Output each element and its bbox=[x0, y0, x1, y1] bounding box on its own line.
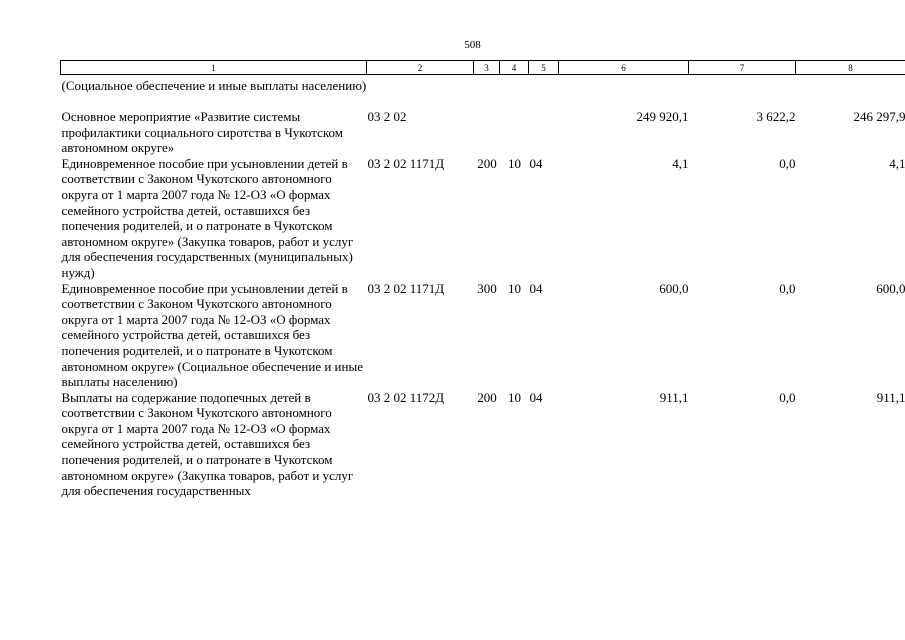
header-row bbox=[61, 61, 905, 75]
row-value-6: 911,1 bbox=[659, 389, 689, 405]
row-col-5: 04 bbox=[529, 389, 543, 405]
row-value-7 bbox=[689, 75, 796, 110]
row-value-8: 911,1 bbox=[876, 389, 905, 405]
row-value-8: 600,0 bbox=[876, 280, 905, 296]
row-value-7: 0,0 bbox=[779, 389, 796, 405]
row-col-3: 300 bbox=[477, 280, 497, 296]
row-code: 03 2 02 1172Д bbox=[367, 389, 445, 405]
column-header-2: 2 bbox=[367, 61, 474, 75]
row-name: (Социальное обеспечение и иные выплаты населению) bbox=[61, 78, 367, 93]
row-code: 03 2 02 1171Д bbox=[367, 155, 445, 171]
row-col-4: 10 bbox=[508, 389, 521, 405]
row-value-6: 249 920,1 bbox=[636, 109, 689, 124]
row-code: 03 2 02 1171Д bbox=[367, 280, 445, 296]
budget-table bbox=[60, 60, 905, 499]
row-code: 03 2 02 bbox=[367, 109, 407, 124]
row-col-4: 10 bbox=[508, 280, 521, 296]
row-value-7: 0,0 bbox=[779, 155, 796, 171]
column-header-6: 6 bbox=[559, 61, 689, 75]
row-col-3: 200 bbox=[477, 389, 497, 405]
row-name: Выплаты на содержание подопечных детей в соответствии с Законом Чукотского автономного округа от 1 марта 2007 года № 12-ОЗ «О формах семейного устройства детей, оставшихся без попечения родителей, и о патронате в Чукотском автономном округе» (Закупка товаров, работ и услуг для обеспечения государственных bbox=[61, 389, 354, 499]
row-name: Единовременное пособие при усыновлении детей в соответствии с Законом Чукотского автономного округа от 1 марта 2007 года № 12-ОЗ «О формах семейного устройства детей, оставшихся без попечения родителей, и о патронате в Чукотском автономном округе» (Закупка товаров, работ и услуг для обеспечения государственных (муниципальных) нужд) bbox=[61, 155, 354, 280]
row-value-6: 4,1 bbox=[672, 155, 689, 171]
table-header bbox=[61, 61, 905, 75]
table-row bbox=[61, 390, 905, 499]
page-number: 508 bbox=[464, 39, 481, 51]
row-value-7: 3 622,2 bbox=[756, 109, 796, 124]
table-row bbox=[61, 156, 905, 281]
row-value-6: 600,0 bbox=[659, 280, 689, 296]
row-col-4 bbox=[500, 75, 529, 110]
table-row bbox=[61, 75, 905, 110]
row-name: Единовременное пособие при усыновлении детей в соответствии с Законом Чукотского автономного округа от 1 марта 2007 года № 12-ОЗ «О формах семейного устройства детей, оставшихся без попечения родителей, и о патронате в Чукотском автономном округе» (Социальное обеспечение и иные выплаты населению) bbox=[61, 280, 363, 390]
row-value-7: 0,0 bbox=[779, 280, 796, 296]
table-body bbox=[61, 75, 905, 499]
row-value-8 bbox=[796, 75, 905, 110]
column-header-1: 1 bbox=[61, 61, 367, 75]
row-col-3 bbox=[474, 109, 500, 156]
column-header-4: 4 bbox=[500, 61, 529, 75]
row-col-5 bbox=[529, 109, 559, 156]
row-col-5: 04 bbox=[529, 155, 543, 171]
row-col-3: 200 bbox=[477, 155, 497, 171]
column-header-8: 8 bbox=[796, 61, 905, 75]
column-header-5: 5 bbox=[529, 61, 559, 75]
row-col-5 bbox=[529, 75, 559, 110]
row-col-4 bbox=[500, 109, 529, 156]
table-row bbox=[61, 281, 905, 390]
row-col-5: 04 bbox=[529, 280, 543, 296]
row-value-8: 4,1 bbox=[889, 155, 905, 171]
row-value-8: 246 297,9 bbox=[853, 109, 905, 124]
row-name: Основное мероприятие «Развитие системы профилактики социального сиротства в Чукотском автономном округе» bbox=[61, 109, 343, 156]
row-col-4: 10 bbox=[508, 155, 521, 171]
row-value-6 bbox=[559, 75, 689, 110]
row-col-3 bbox=[474, 75, 500, 110]
column-header-7: 7 bbox=[689, 61, 796, 75]
row-code bbox=[367, 75, 474, 110]
table-row bbox=[61, 109, 905, 156]
column-header-3: 3 bbox=[474, 61, 500, 75]
